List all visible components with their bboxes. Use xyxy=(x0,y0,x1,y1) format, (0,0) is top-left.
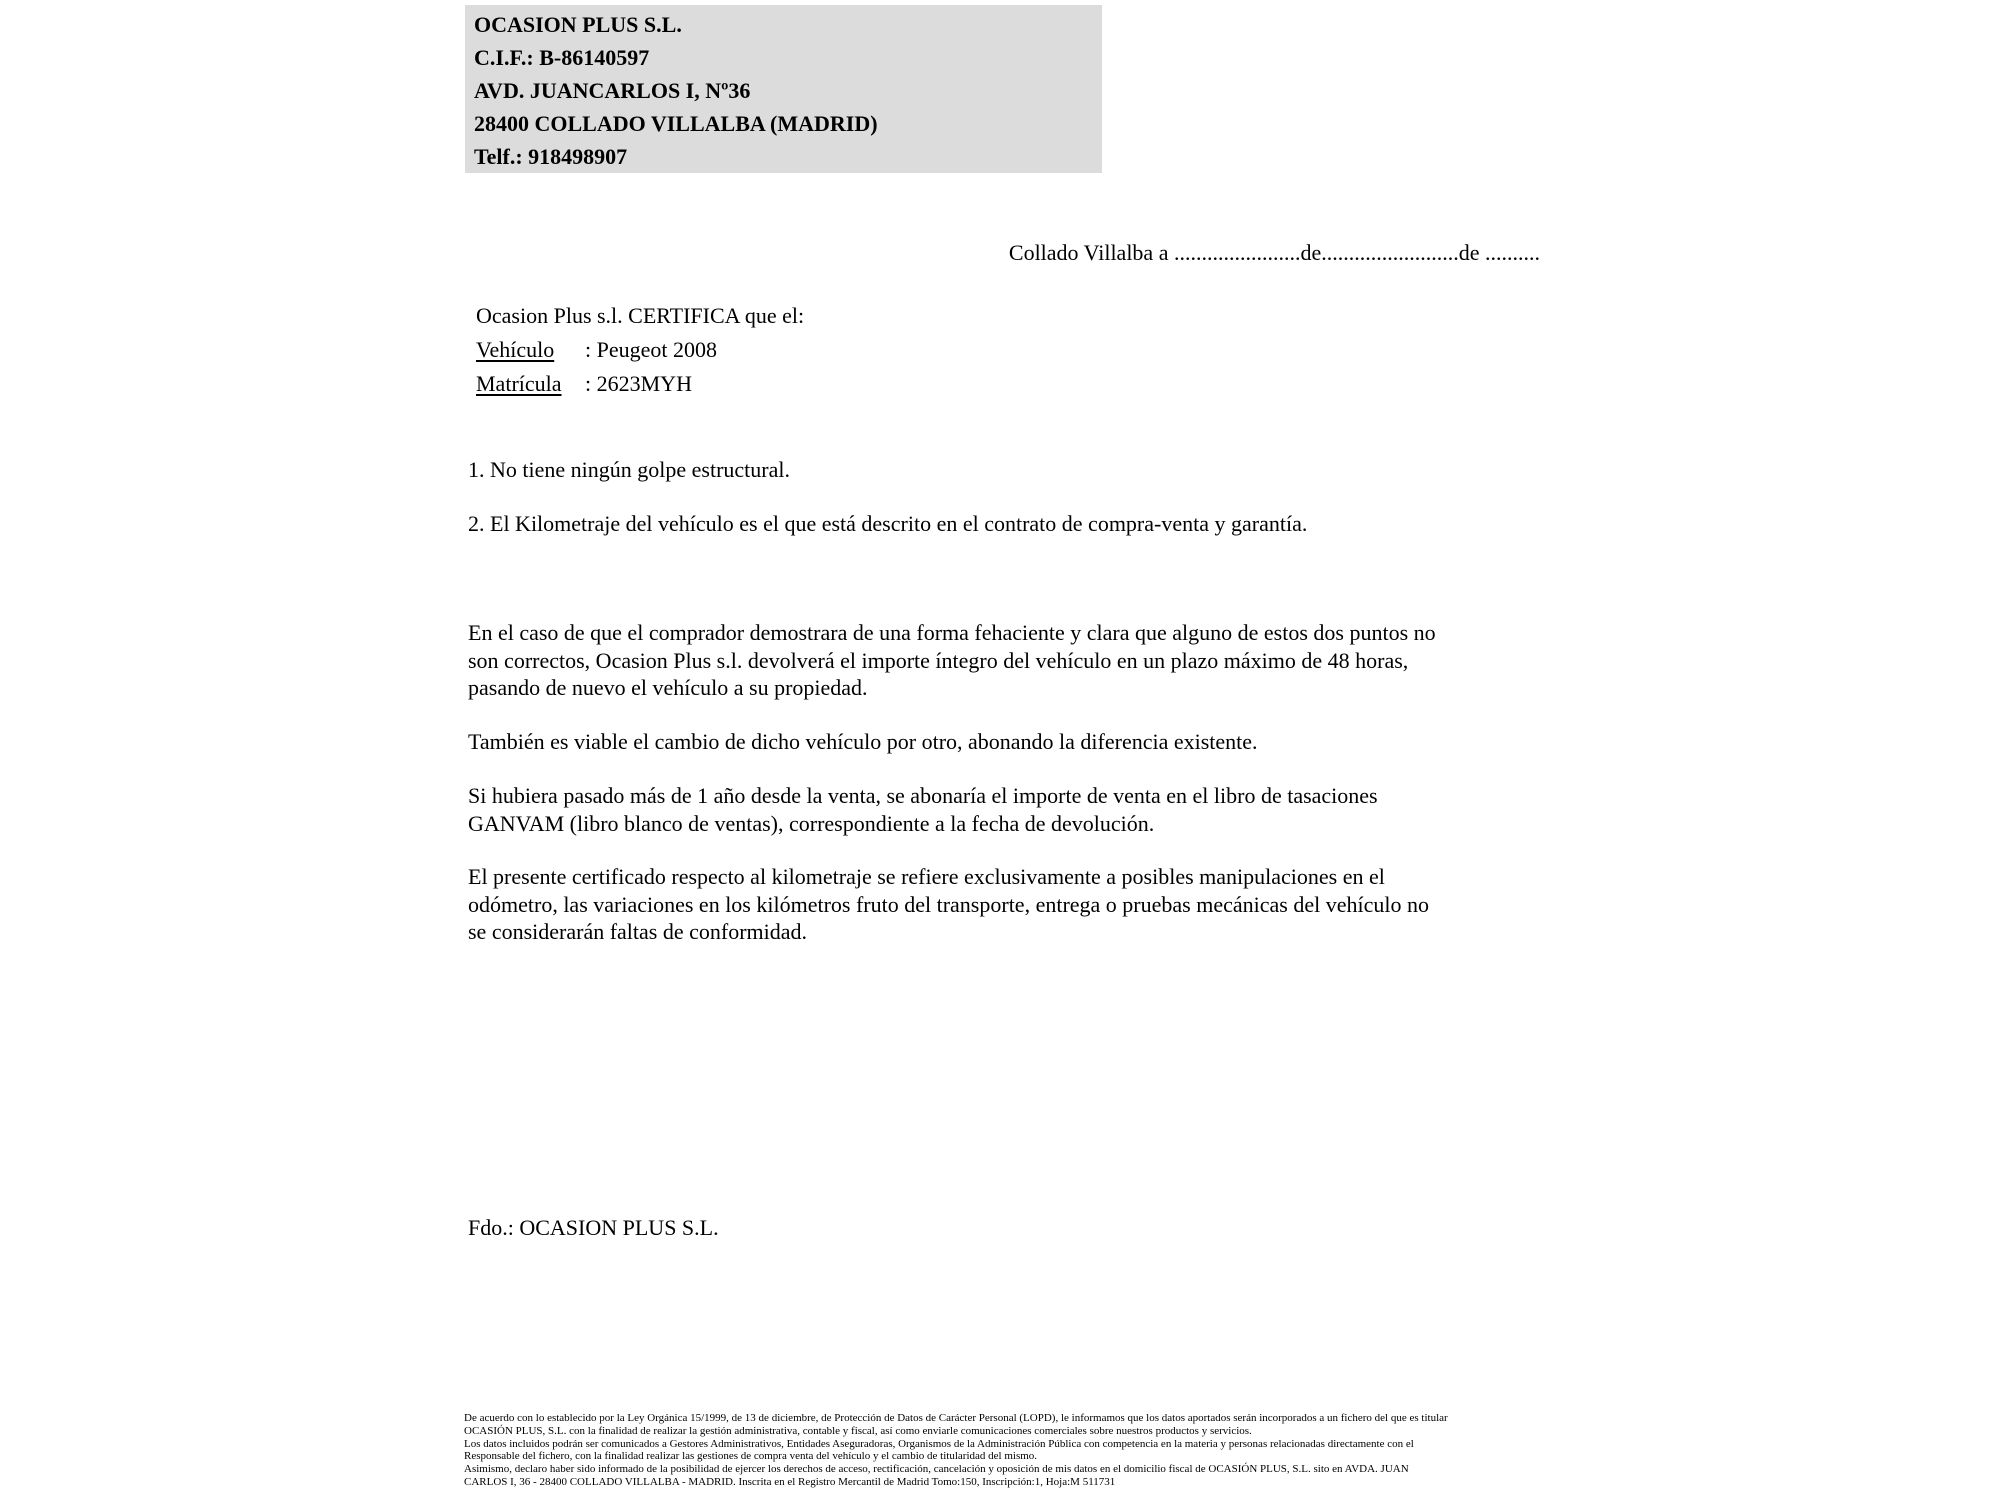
plate-field xyxy=(476,371,692,397)
legal-footer-line: CARLOS I, 36 - 28400 COLLADO VILLALBA - MADRID. Inscrita en el Registro Mercantil de Madrid Tomo:150, Inscripción:1, Hoja:M 511731 xyxy=(464,1475,1116,1488)
legal-footer-line: De acuerdo con lo establecido por la Ley Orgánica 15/1999, de 13 de diciembre, de Protección de Datos de Carácter Personal (LOPD), le informamos que los datos aportados serán incorporados a un fichero del que es titular xyxy=(464,1412,1448,1424)
vehicle-label-text: Vehículo xyxy=(476,337,555,362)
company-address: AVD. JUANCARLOS I, Nº36 xyxy=(474,78,751,103)
legal-footer-line: OCASIÓN PLUS, S.L. con la finalidad de realizar la gestión administrativa, contable y fiscal, así como enviarle comunicaciones comerciales sobre nuestros productos y servicios. xyxy=(464,1424,1252,1437)
certify-intro: Ocasion Plus s.l. CERTIFICA que el: xyxy=(476,303,805,328)
company-name: OCASION PLUS S.L. xyxy=(474,12,682,37)
paragraph-line: se considerarán faltas de conformidad. xyxy=(468,919,808,945)
legal-footer xyxy=(464,1412,1584,1489)
plate-separator: : xyxy=(585,371,592,396)
paragraph-line: También es viable el cambio de dicho vehículo por otro, abonando la diferencia existente. xyxy=(468,729,1258,754)
vehicle-separator: : xyxy=(585,337,592,362)
signature-line: Fdo.: OCASION PLUS S.L. xyxy=(468,1215,719,1240)
paragraph-line: Si hubiera pasado más de 1 año desde la venta, se abonaría el importe de venta en el libro de tasaciones xyxy=(468,783,1378,808)
legal-footer-line: Los datos incluidos podrán ser comunicados a Gestores Administrativos, Entidades Aseguradoras, Organismos de la Administración Pública con competencia en la materia y personas relacionadas directamente con el xyxy=(464,1437,1414,1450)
company-header-block xyxy=(465,5,1102,173)
refund-paragraph xyxy=(468,619,1588,702)
plate-value: 2623MYH xyxy=(596,371,692,396)
exchange-paragraph xyxy=(468,728,1588,756)
odometer-paragraph xyxy=(468,863,1588,946)
company-city: 28400 COLLADO VILLALBA (MADRID) xyxy=(474,111,878,136)
paragraph-line: GANVAM (libro blanco de ventas), correspondiente a la fecha de devolución. xyxy=(468,810,1155,836)
vehicle-field xyxy=(476,337,717,363)
date-place-line: Collado Villalba a .......................de.........................de .......... xyxy=(1008,240,1540,265)
paragraph-line: El presente certificado respecto al kilometraje se refiere exclusivamente a posibles manipulaciones en el xyxy=(468,864,1385,889)
paragraph-line: son correctos, Ocasion Plus s.l. devolverá el importe íntegro del vehículo en un plazo máximo de 48 horas, xyxy=(468,647,1409,673)
plate-label-text: Matrícula xyxy=(476,371,562,396)
plate-label xyxy=(476,371,585,397)
paragraph-line: En el caso de que el comprador demostrara de una forma fehaciente y clara que alguno de estos dos puntos no xyxy=(468,620,1436,645)
ganvam-paragraph xyxy=(468,782,1588,837)
company-cif: C.I.F.: B-86140597 xyxy=(474,45,650,70)
vehicle-label xyxy=(476,337,585,363)
paragraph-line: pasando de nuevo el vehículo a su propiedad. xyxy=(468,675,868,701)
company-phone: Telf.: 918498907 xyxy=(474,144,628,169)
legal-footer-line: Responsable del fichero, con la finalidad realizar las gestiones de compra venta del vehículo y el cambio de titularidad del mismo. xyxy=(464,1450,1038,1463)
legal-footer-line: Asimismo, declaro haber sido informado de la posibilidad de ejercer los derechos de acceso, rectificación, cancelación y oposición de mis datos en el domicilio fiscal de OCASIÓN PLUS, S.L. sito en AVDA. JUAN xyxy=(464,1463,1409,1476)
certified-point-1: 1. No tiene ningún golpe estructural. xyxy=(468,457,790,482)
certified-point-2: 2. El Kilometraje del vehículo es el que está descrito en el contrato de compra-venta y garantía. xyxy=(468,511,1308,536)
vehicle-value: Peugeot 2008 xyxy=(596,337,718,362)
paragraph-line: odómetro, las variaciones en los kilómetros fruto del transporte, entrega o pruebas mecánicas del vehículo no xyxy=(468,891,1429,917)
